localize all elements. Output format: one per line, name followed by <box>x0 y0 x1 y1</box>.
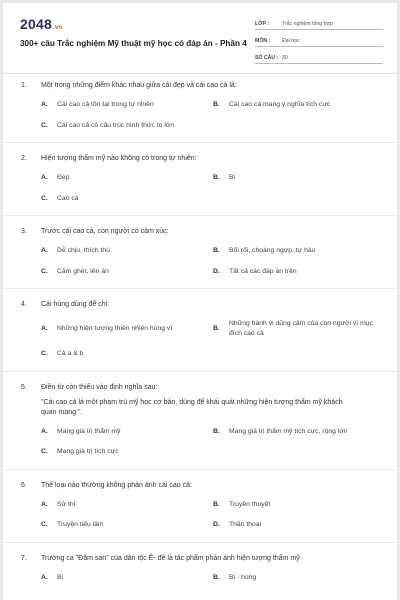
question-item <box>3 300 397 372</box>
option-letter: B. <box>213 573 220 581</box>
answer-option[interactable] <box>213 246 385 256</box>
quiz-sheet <box>3 3 397 600</box>
answer-option[interactable] <box>41 246 213 256</box>
option-text: Truyền thuyết <box>229 500 271 508</box>
site-logo[interactable] <box>20 16 62 32</box>
option-text: Cái cao cả mang ý nghĩa tích cực <box>229 101 331 108</box>
answer-option[interactable] <box>41 121 213 131</box>
question-quote: "Cái cao cả là một phạm trù mỹ học cơ bản, dùng để khái quát những hiện tượng thẩm mỹ khách quan mang ". <box>41 398 343 416</box>
meta-row-subject <box>255 32 383 47</box>
question-text: Thể loại nào thường không phản ánh cái cao cả: <box>41 481 192 489</box>
option-letter: C. <box>41 194 48 202</box>
question-item <box>3 481 397 543</box>
option-letter: B. <box>213 247 220 254</box>
option-text: Cả a & b <box>57 350 84 357</box>
meta-value: 30 <box>282 55 288 61</box>
answer-option[interactable] <box>41 267 213 277</box>
page-title: 300+ câu Trắc nghiệm Mỹ thuật mỹ học có đáp án - Phần 4 <box>20 39 247 48</box>
option-text: Những hành vi dũng cảm của con người vì mục đích cao cả <box>229 320 373 337</box>
option-letter: A. <box>41 324 48 332</box>
answer-option[interactable] <box>41 319 213 338</box>
answer-option[interactable] <box>213 427 385 437</box>
question-text: Hiện tượng thẩm mỹ nào không có trong tự nhiên: <box>41 155 197 162</box>
option-text: Dễ chịu, thích thú <box>57 247 110 254</box>
meta-label: MÔN : <box>255 38 271 44</box>
question-text: Điền từ còn thiếu vào định nghĩa sau: <box>41 383 158 391</box>
question-number: 3. <box>21 228 27 235</box>
question-number: 1. <box>21 82 27 89</box>
option-letter: D. <box>213 521 220 528</box>
question-text: Cái hùng dùng để chỉ: <box>41 301 110 308</box>
option-letter: D. <box>213 267 220 275</box>
option-letter: C. <box>41 521 48 528</box>
option-text: Mang giá trị thẩm mỹ <box>57 427 121 435</box>
header-divider <box>3 73 397 74</box>
question-number: 7. <box>21 554 27 562</box>
option-text: Bi - hùng <box>229 573 257 581</box>
question-divider <box>3 142 397 143</box>
answer-option[interactable] <box>213 520 385 530</box>
option-letter: B. <box>213 101 220 108</box>
meta-label: LỚP : <box>255 21 270 27</box>
option-text: Truyện tiếu lâm <box>57 521 104 528</box>
answer-option[interactable] <box>41 520 213 530</box>
option-text: Cái cao cả có cấu trúc hình thức to lớn <box>57 121 175 129</box>
option-letter: C. <box>41 448 48 455</box>
question-text: Trước cái cao cả, con người có cảm xúc: <box>41 228 169 235</box>
answer-option[interactable] <box>213 573 385 583</box>
answer-option[interactable] <box>41 173 213 183</box>
question-divider <box>3 215 397 216</box>
answer-option[interactable] <box>41 349 213 359</box>
question-number: 2. <box>21 155 27 162</box>
answer-option[interactable] <box>41 100 213 110</box>
option-text: Cái cao cả tồn tại trong tự nhiên <box>57 101 154 108</box>
answer-option[interactable] <box>41 500 213 510</box>
answer-option[interactable] <box>213 173 385 183</box>
logo-sub: .vn <box>52 25 63 31</box>
question-text: Một trong những điểm khác nhau giữa cái đẹp và cái cao cả là: <box>41 82 237 89</box>
option-letter: C. <box>41 350 48 357</box>
option-letter: B. <box>213 427 220 435</box>
question-item <box>3 154 397 216</box>
option-letter: A. <box>41 573 48 581</box>
option-letter: C. <box>41 121 48 129</box>
option-letter: A. <box>41 174 48 181</box>
question-divider <box>3 371 397 372</box>
option-letter: B. <box>213 500 220 508</box>
page-header <box>3 3 397 73</box>
question-item <box>3 227 397 289</box>
meta-value: Trắc nghiệm tổng hợp <box>282 21 333 27</box>
question-number: 6. <box>21 481 27 489</box>
answer-option[interactable] <box>213 319 385 338</box>
question-item <box>3 554 397 594</box>
answer-option[interactable] <box>41 427 213 437</box>
question-number: 4. <box>21 301 27 308</box>
question-divider <box>3 542 397 543</box>
option-letter: A. <box>41 247 48 254</box>
option-letter: C. <box>41 267 48 275</box>
option-text: Bi <box>229 174 236 181</box>
question-divider <box>3 469 397 470</box>
option-letter: B. <box>213 324 220 332</box>
meta-panel <box>255 15 383 66</box>
answer-option[interactable] <box>213 267 385 277</box>
answer-option[interactable] <box>213 500 385 510</box>
answer-option[interactable] <box>41 573 213 583</box>
logo-main: 2048 <box>20 16 52 32</box>
option-text: Sử thi <box>57 500 76 508</box>
option-text: Thần thoại <box>229 521 262 528</box>
option-text: Căm ghét, lên án <box>57 267 109 275</box>
option-letter: A. <box>41 427 48 435</box>
option-text: Mang giá trị thẩm mỹ tích cực, rộng lớn <box>229 427 348 435</box>
answer-option[interactable] <box>41 447 213 457</box>
option-text: Bối rối, choáng ngợp, tự hào <box>229 247 316 254</box>
answer-option[interactable] <box>41 194 213 204</box>
option-letter: B. <box>213 174 220 181</box>
question-divider <box>3 288 397 289</box>
option-letter: A. <box>41 500 48 508</box>
answer-option[interactable] <box>213 100 385 110</box>
option-text: Cao cả <box>57 194 79 202</box>
question-list <box>3 81 397 593</box>
meta-value: Đại học <box>282 38 300 44</box>
meta-row-count <box>255 49 383 64</box>
option-text: Tất cả các đáp án trên <box>229 267 297 275</box>
option-text: Đẹp <box>57 174 70 181</box>
option-letter: A. <box>41 101 48 108</box>
question-item <box>3 383 397 470</box>
option-text: Bi <box>57 573 64 581</box>
option-text: Những hiện tượng thiên nhiên hùng vĩ <box>57 324 173 332</box>
question-text: Trường ca "Đăm san" của dân tộc Ê- đê là tác phẩm phản ánh hiện tượng thẩm mỹ <box>41 554 300 562</box>
option-text: Mang giá trị tích cực <box>57 448 119 455</box>
question-number: 5. <box>21 383 27 391</box>
meta-row-class <box>255 15 383 30</box>
meta-label: SỐ CÂU : <box>255 55 279 61</box>
question-item <box>3 81 397 143</box>
